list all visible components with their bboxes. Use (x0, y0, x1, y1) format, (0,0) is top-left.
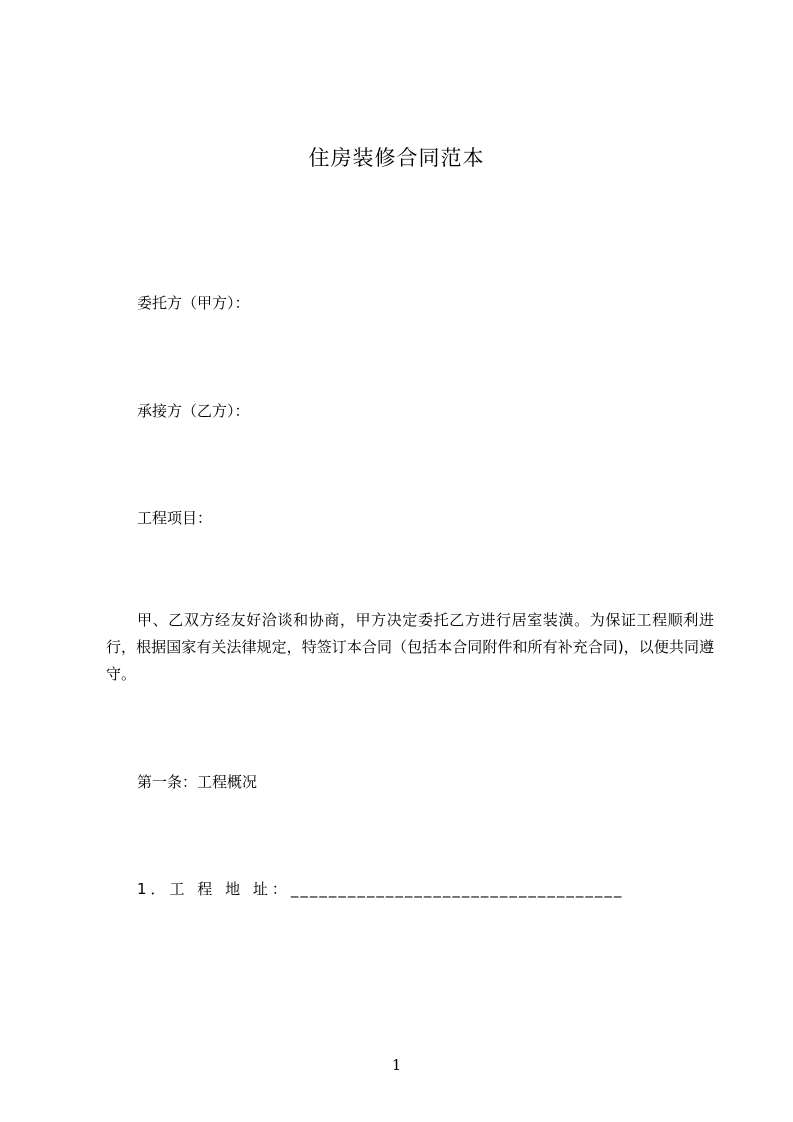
intro-paragraph: 甲、乙双方经友好洽谈和协商，甲方决定委托乙方进行居室装潢。为保证工程顺利进行，根据国家有关法律规定，特签订本合同（包括本合同附件和所有补充合同)，以便共同遵守。 (106, 611, 714, 683)
party-b-label: 承接方（乙方）： (137, 402, 250, 420)
address-line (137, 878, 623, 899)
page-number: 1 (391, 1056, 402, 1074)
party-a-label: 委托方（甲方）： (137, 294, 250, 312)
article-1-heading: 第一条：工程概况 (137, 773, 258, 791)
address-label: 1．工 程 地 址： (137, 880, 291, 898)
document-title: 住房装修合同范本 (308, 146, 485, 170)
project-label: 工程项目： (137, 509, 213, 527)
address-blank: ___________________________________ (290, 880, 624, 898)
